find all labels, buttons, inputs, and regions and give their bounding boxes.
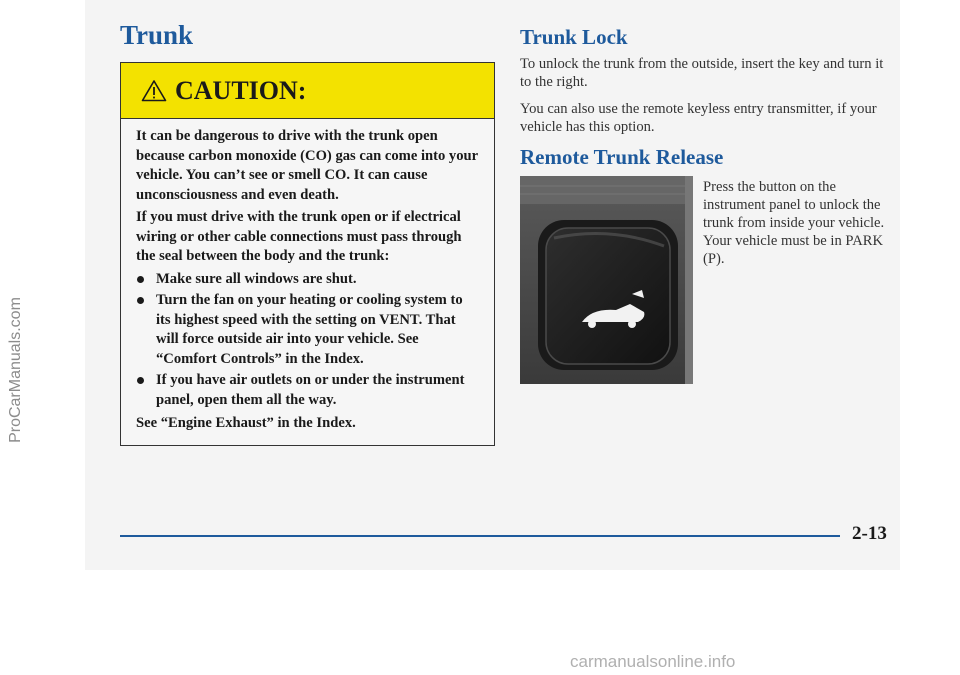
- caution-title: CAUTION:: [175, 76, 307, 105]
- trunk-release-button-photo: [520, 176, 693, 384]
- list-item: [136, 371, 480, 410]
- caution-header: [121, 63, 494, 119]
- trunk-lock-paragraph-2: You can also use the remote keyless entry transmitter, if your vehicle has this option.: [520, 101, 877, 135]
- footer-watermark: carmanualsonline.info: [570, 652, 736, 671]
- caution-body: [121, 119, 494, 434]
- list-item: [136, 291, 480, 369]
- caution-intro: It can be dangerous to drive with the trunk open because carbon monoxide (CO) gas can come into your vehicle. You can’t see or smell CO. It can cause unconsciousness and even death.: [136, 128, 478, 203]
- warning-triangle-icon: [141, 79, 167, 109]
- list-item-text: Turn the fan on your heating or cooling system to its highest speed with the setting on VENT. That will force outside air into your vehicle. See “Comfort Controls” in the Index.: [156, 292, 463, 367]
- side-watermark: [0, 70, 36, 660]
- list-item-text: If you have air outlets on or under the instrument panel, open them all the way.: [156, 372, 465, 408]
- side-watermark-text: ProCarManuals.com: [7, 297, 24, 443]
- trunk-heading: Trunk: [120, 20, 194, 50]
- page-number: 2-13: [852, 523, 887, 544]
- trunk-lock-paragraph-1: To unlock the trunk from the outside, insert the key and turn it to the right.: [520, 56, 884, 90]
- bullet-icon: [137, 276, 144, 283]
- caution-lead: If you must drive with the trunk open or if electrical wiring or other cable connections must pass through the seal between the body and the trunk:: [136, 209, 462, 264]
- remote-trunk-release-heading: Remote Trunk Release: [520, 145, 724, 169]
- bullet-icon: [137, 377, 144, 384]
- caution-list: [136, 270, 480, 411]
- footer-rule: [120, 535, 840, 537]
- caution-title-row: [141, 76, 306, 109]
- caution-box: [120, 62, 495, 446]
- bullet-icon: [137, 297, 144, 304]
- list-item: [136, 270, 480, 290]
- remote-trunk-release-text: Press the button on the instrument panel to unlock the trunk from inside your vehicle. Your vehicle must be in PARK (P).: [703, 179, 885, 267]
- trunk-lock-heading: Trunk Lock: [520, 25, 628, 49]
- list-item-text: Make sure all windows are shut.: [156, 270, 357, 287]
- caution-see-also: See “Engine Exhaust” in the Index.: [136, 415, 356, 431]
